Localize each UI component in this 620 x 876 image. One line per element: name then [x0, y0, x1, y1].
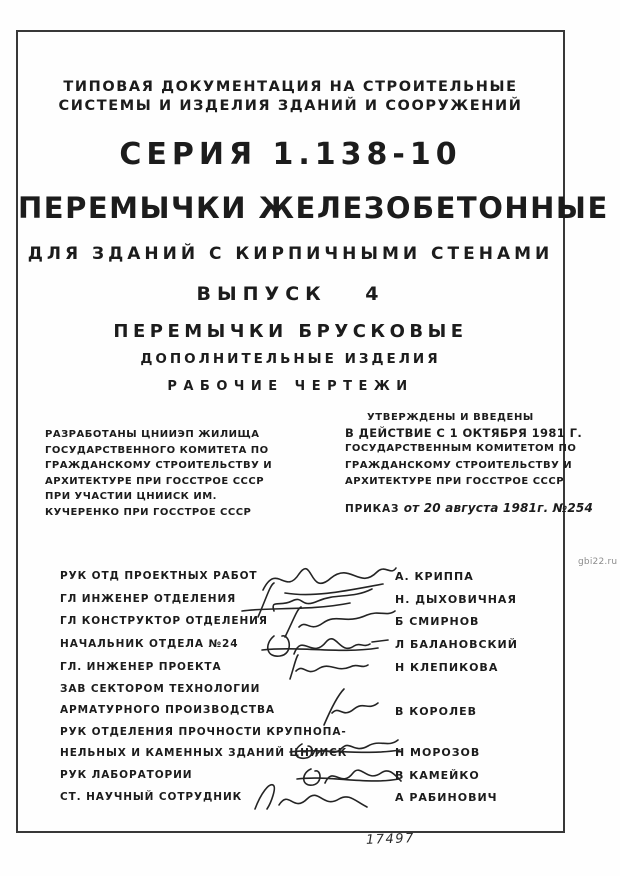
signatory-name: А РАБИНОВИЧ: [395, 791, 498, 804]
signatory-name: А. КРИППА: [395, 570, 474, 583]
developed-by-line: КУЧЕРЕНКО ПРИ ГОССТРОЕ СССР: [45, 506, 252, 518]
order-row: [345, 501, 593, 515]
approved-line1: УТВЕРЖДЕНЫ И ВВЕДЕНЫ: [367, 412, 534, 423]
signatory-role: ГЛ. ИНЖЕНЕР ПРОЕКТА: [60, 661, 222, 673]
developed-by-block: [45, 427, 272, 520]
developed-by-line: ГОСУДАРСТВЕННОГО КОМИТЕТА ПО: [45, 444, 269, 456]
approved-line2: В ДЕЙСТВИЕ С 1 ОКТЯБРЯ 1981 Г.: [345, 426, 583, 440]
developed-by-line: ПРИ УЧАСТИИ ЦНИИСК ИМ.: [45, 491, 217, 502]
signatory-role: ГЛ ИНЖЕНЕР ОТДЕЛЕНИЯ: [60, 593, 237, 605]
signatory-name: Б СМИРНОВ: [395, 615, 480, 628]
signatory-role: РУК ЛАБОРАТОРИИ: [60, 769, 193, 781]
signatory-role: РУК ОТДЕЛЕНИЯ ПРОЧНОСТИ КРУПНОПА-: [60, 726, 347, 738]
section-title: ПЕРЕМЫЧКИ БРУСКОВЫЕ: [113, 321, 468, 342]
signatory-name: В КАМЕЙКО: [395, 769, 480, 782]
approved-line5: АРХИТЕКТУРЕ ПРИ ГОССТРОЕ СССР: [345, 476, 565, 487]
signatory-role: НАЧАЛЬНИК ОТДЕЛА №24: [60, 638, 239, 650]
signature-icon: [275, 605, 400, 641]
signatory-name: Л БАЛАНОВСКИЙ: [395, 638, 518, 651]
signatory-name: В КОРОЛЕВ: [395, 705, 478, 718]
developed-by-line: АРХИТЕКТУРЕ ПРИ ГОССТРОЕ СССР: [45, 475, 265, 487]
signatory-name: Н КЛЕПИКОВА: [395, 661, 499, 674]
signature-icon: [282, 653, 372, 683]
signatory-role: ЗАВ СЕКТОРОМ ТЕХНОЛОГИИ: [60, 683, 261, 695]
developed-by-line: РАЗРАБОТАНЫ ЦНИИЭП ЖИЛИЩА: [45, 429, 260, 440]
signature-icon: [260, 626, 395, 666]
table-row: [60, 787, 498, 808]
document-title: ПЕРЕМЫЧКИ ЖЕЛЕЗОБЕТОННЫЕ: [18, 191, 609, 225]
signatory-role-line2: НЕЛЬНЫХ И КАМЕННЫХ ЗДАНИЙ ЦНИИСК: [60, 747, 348, 759]
signatory-role: РУК ОТД ПРОЕКТНЫХ РАБОТ: [60, 570, 258, 582]
table-row: [60, 722, 481, 764]
signatory-role: СТ. НАУЧНЫЙ СОТРУДНИК: [60, 791, 243, 803]
approved-by-block: [345, 411, 582, 491]
table-row: [60, 765, 480, 786]
subsection-title: ДОПОЛНИТЕЛЬНЫЕ ИЗДЕЛИЯ: [140, 351, 441, 367]
signature-icon: [255, 560, 400, 598]
issue-number: ВЫПУСК 4: [196, 283, 385, 305]
signatory-name: Н. ДЫХОВИЧНАЯ: [395, 593, 517, 606]
signatory-role-line2: АРМАТУРНОГО ПРОИЗВОДСТВА: [60, 704, 275, 716]
approved-line3: ГОСУДАРСТВЕННЫМ КОМИТЕТОМ ПО: [345, 443, 577, 454]
order-handwritten-value: от 20 августа 1981г. №254: [403, 501, 593, 515]
inventory-number: 17497: [365, 831, 416, 848]
signatory-name: Н МОРОЗОВ: [395, 746, 481, 759]
document-subtitle: ДЛЯ ЗДАНИЙ С КИРПИЧНЫМИ СТЕНАМИ: [27, 244, 554, 264]
table-row: [60, 611, 480, 632]
series-number: СЕРИЯ 1.138-10: [119, 137, 462, 172]
document-header-line2: СИСТЕМЫ И ИЗДЕЛИЯ ЗДАНИЙ И СООРУЖЕНИЙ: [58, 98, 523, 114]
approved-line4: ГРАЖДАНСКОМУ СТРОИТЕЛЬСТВУ И: [345, 459, 573, 471]
signature-icon: [245, 781, 375, 817]
table-row: [60, 566, 474, 587]
signatories-table: [60, 565, 540, 815]
table-row: [60, 589, 517, 610]
document-type: РАБОЧИЕ ЧЕРТЕЖИ: [167, 379, 414, 394]
order-label: ПРИКАЗ: [345, 503, 400, 515]
document-header-line1: ТИПОВАЯ ДОКУМЕНТАЦИЯ НА СТРОИТЕЛЬНЫЕ: [63, 79, 518, 95]
table-row: [60, 657, 499, 678]
table-row: [60, 679, 478, 721]
developed-by-line: ГРАЖДАНСКОМУ СТРОИТЕЛЬСТВУ И: [45, 460, 273, 471]
watermark: gbi22.ru: [578, 557, 618, 567]
signature-icon: [312, 687, 382, 727]
table-row: [60, 634, 518, 655]
signatory-role: ГЛ КОНСТРУКТОР ОТДЕЛЕНИЯ: [60, 615, 268, 627]
